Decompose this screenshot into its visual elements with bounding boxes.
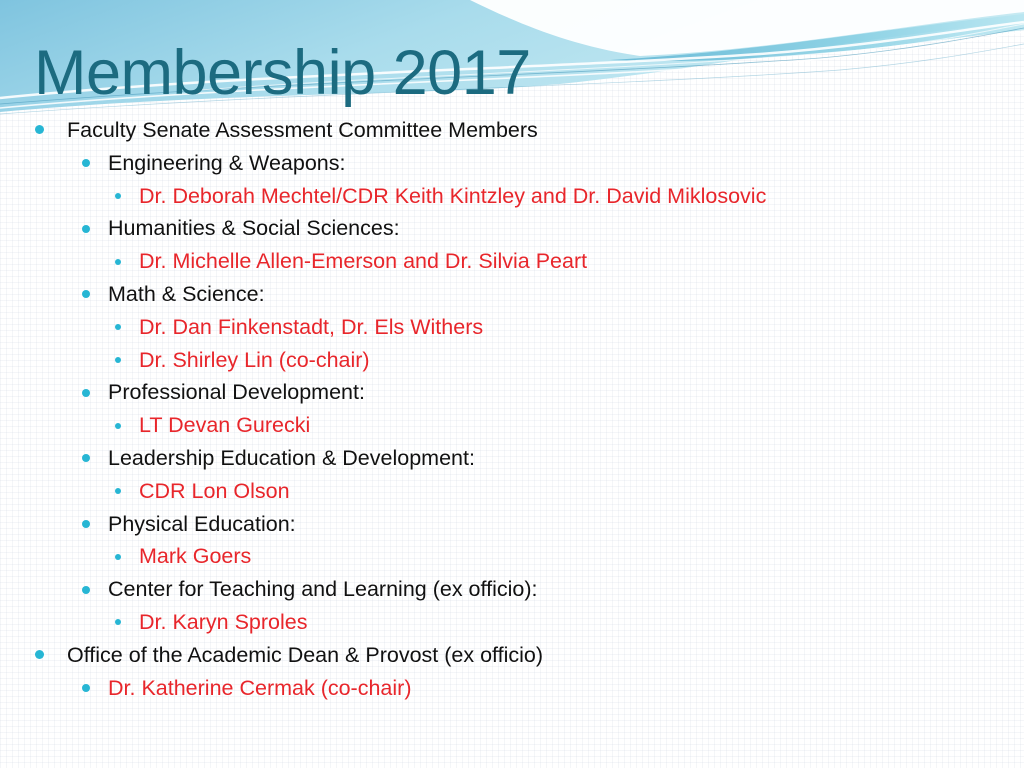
list-item [0, 606, 1024, 639]
department-label: Leadership Education & Development: [108, 445, 475, 470]
list-item [0, 245, 1024, 278]
bullet-dot-icon [82, 684, 90, 692]
member-name: Dr. Katherine Cermak (co-chair) [108, 675, 412, 700]
member-name: Dr. Deborah Mechtel/CDR Keith Kintzley and Dr. David Miklosovic [139, 183, 767, 208]
bullet-dot-icon [115, 357, 121, 363]
list-item [0, 311, 1024, 344]
member-name: Dr. Karyn Sproles [139, 609, 308, 634]
list-item [0, 442, 1024, 475]
member-name: LT Devan Gurecki [139, 413, 311, 438]
department-label: Math & Science: [108, 281, 265, 306]
list-item [0, 180, 1024, 213]
bullet-dot-icon [82, 586, 90, 594]
list-item [0, 508, 1024, 541]
list-item [0, 114, 1024, 147]
bullet-dot-icon [82, 225, 90, 233]
member-name: Dr. Dan Finkenstadt, Dr. Els Withers [139, 314, 484, 339]
bullet-dot-icon [115, 259, 121, 265]
department-label: Professional Development: [108, 380, 365, 405]
list-item [0, 376, 1024, 409]
department-label: Physical Education: [108, 511, 296, 536]
member-name: Dr. Michelle Allen-Emerson and Dr. Silvia Peart [139, 249, 588, 274]
bullet-dot-icon [115, 488, 121, 494]
member-name: Mark Goers [139, 544, 252, 569]
member-name: CDR Lon Olson [139, 478, 290, 503]
list-item [0, 212, 1024, 245]
bullet-dot-icon [82, 290, 90, 298]
bullet-dot-icon [115, 554, 121, 560]
department-label: Engineering & Weapons: [108, 150, 346, 175]
list-item [0, 344, 1024, 377]
slide-title: Membership 2017 [34, 38, 531, 108]
bullet-dot-icon [115, 324, 121, 330]
bullet-dot-icon [82, 520, 90, 528]
department-label: Center for Teaching and Learning (ex officio): [108, 577, 538, 602]
bullet-dot-icon [82, 389, 90, 397]
bullet-dot-icon [82, 454, 90, 462]
list-item [0, 475, 1024, 508]
list-item [0, 278, 1024, 311]
list-item [0, 540, 1024, 573]
list-item [0, 409, 1024, 442]
member-name: Dr. Shirley Lin (co-chair) [139, 347, 370, 372]
section-heading: Faculty Senate Assessment Committee Members [67, 118, 538, 142]
bullet-dot-icon [35, 650, 44, 659]
bullet-dot-icon [35, 125, 44, 134]
list-item [0, 639, 1024, 672]
bullet-dot-icon [115, 423, 121, 429]
bullet-dot-icon [115, 193, 121, 199]
list-item [0, 573, 1024, 606]
section-heading: Office of the Academic Dean & Provost (ex officio) [67, 642, 544, 667]
list-item [0, 147, 1024, 180]
bullet-dot-icon [115, 619, 121, 625]
list-item [0, 672, 1024, 705]
department-label: Humanities & Social Sciences: [108, 216, 400, 241]
bullet-list [0, 114, 1024, 704]
bullet-dot-icon [82, 159, 90, 167]
